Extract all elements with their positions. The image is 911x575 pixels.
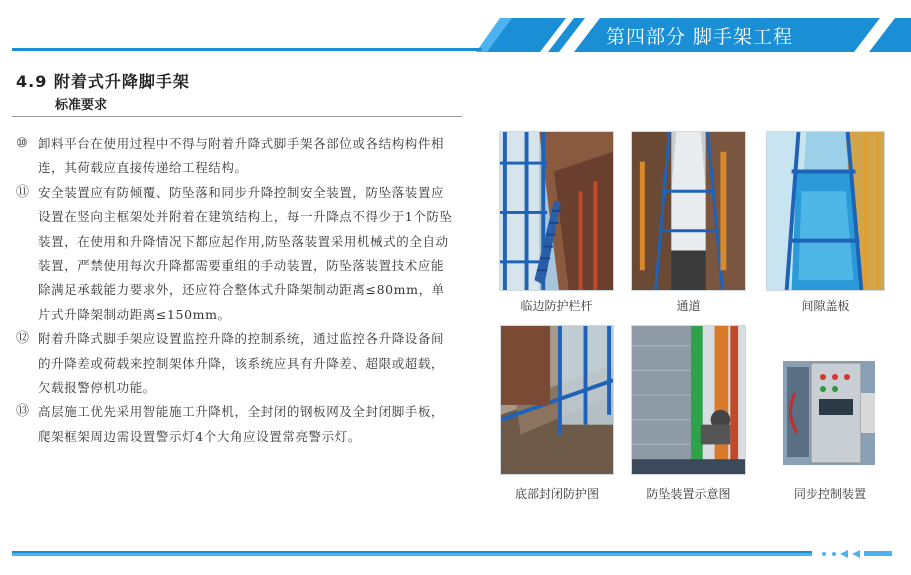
- photo-caption: 间隙盖板: [801, 299, 850, 313]
- requirements-list: [16, 132, 456, 449]
- item-number: ⑪: [16, 184, 30, 200]
- gap-cover-photo: [766, 131, 885, 291]
- list-item: [16, 400, 456, 449]
- item-text: 高层施工优先采用智能施工升降机，全封闭的钢板网及全封闭脚手板，爬架框架周边需设置警示灯4个大角应设置常亮警示灯。: [38, 404, 445, 444]
- footer-bar: [12, 548, 892, 560]
- chapter-title: 第四部分 脚手架工程: [606, 26, 794, 48]
- photo-caption: 同步控制装置: [793, 487, 866, 501]
- guardrail-photo: [499, 131, 614, 291]
- photo-caption: 防坠装置示意图: [646, 487, 731, 501]
- passage-photo: [631, 131, 746, 291]
- item-text: 卸料平台在使用过程中不得与附着升降式脚手架各部位或各结构构件相连，其荷载应直接传递给工程结构。: [38, 136, 445, 176]
- item-number: ⑫: [16, 331, 30, 347]
- section-title: 4.9 附着式升降脚手架: [16, 72, 190, 91]
- list-item: [16, 181, 456, 327]
- photo-caption: 临边防护栏杆: [520, 299, 593, 313]
- photo-caption: 底部封闭防护图: [514, 487, 599, 501]
- list-item: [16, 327, 456, 400]
- item-text: 安全装置应有防倾覆、防坠落和同步升降控制安全装置，防坠落装置应设置在竖向主框架处并附着在建筑结构上，每一升降点不得少于1个防坠装置，在使用和升降情况下都应起作用,防坠落装置采用机械式的全自动装置，严禁使用每次升降都需要重组的手动装置，防坠落装置技术应能除满足承载能力要求外，还应符合整体式升降架制动距离≤80mm，单片式升降架制动距离≤150mm。: [38, 184, 453, 322]
- item-number: ⑬: [16, 404, 30, 420]
- header-rule: [12, 48, 482, 51]
- section-subtitle: 标准要求: [55, 98, 108, 113]
- section-divider: [12, 116, 462, 117]
- photo-caption: 通道: [676, 299, 701, 313]
- item-number: ⑩: [16, 136, 29, 151]
- item-text: 附着升降式脚手架应设置监控升降的控制系统，通过监控各升降设备间的升降差或荷载来控制架体升降，该系统应具有升降差、超限或超载，欠载报警停机功能。: [38, 331, 445, 396]
- bottom-closure-photo: [500, 325, 614, 475]
- list-item: [16, 132, 456, 181]
- sync-control-photo: [775, 353, 885, 471]
- anti-fall-device-photo: [631, 325, 746, 475]
